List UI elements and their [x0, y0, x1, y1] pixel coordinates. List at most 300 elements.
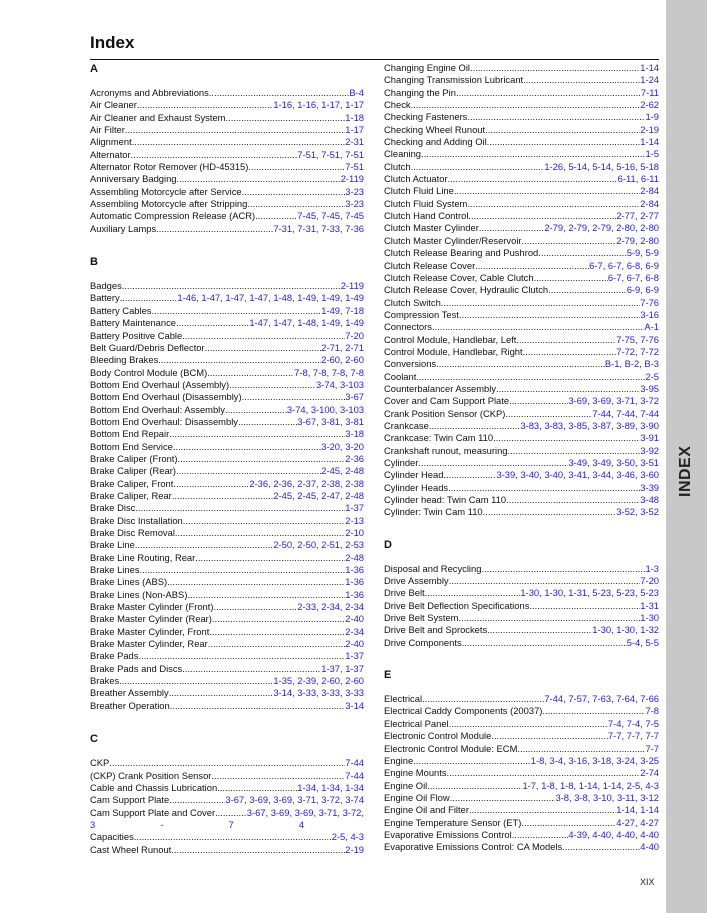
- entry-page-links[interactable]: 1-14, 1-14: [616, 804, 659, 816]
- entry-term: Alternator Rotor Remover (HD-45315): [90, 161, 249, 173]
- entry-term: Check: [384, 99, 411, 111]
- entry-term: Engine Oil: [384, 779, 428, 791]
- dot-leader: [176, 465, 321, 477]
- dot-leader: [209, 87, 350, 99]
- entry-page-links[interactable]: 3-67, 3-69, 3-69, 3-71, 3-72,: [246, 806, 364, 818]
- index-entry: [384, 755, 659, 767]
- entry-page-links[interactable]: 2-19: [345, 843, 364, 855]
- index-entry: [90, 527, 364, 539]
- entry-page-links[interactable]: 2-119: [340, 280, 364, 292]
- page-title: Index: [90, 33, 135, 52]
- dot-leader: [421, 148, 645, 160]
- entry-page-links[interactable]: 2-36, 2-36, 2-37, 2-38, 2-38: [249, 477, 364, 489]
- dot-leader: [448, 173, 618, 185]
- index-entry: [90, 782, 364, 794]
- entry-term: Body Control Module (BCM): [90, 366, 208, 378]
- entry-page-links[interactable]: 7-31, 7-31, 7-33, 7-36: [273, 222, 364, 234]
- entry-term: Breather Assembly: [90, 687, 169, 699]
- entry-page-links[interactable]: 2-13: [345, 514, 364, 526]
- entry-page-links[interactable]: 2-119: [340, 173, 364, 185]
- entry-page-links[interactable]: 3-14: [345, 699, 364, 711]
- entry-page-links[interactable]: 3-39: [640, 481, 659, 493]
- entry-term: Connectors: [384, 321, 432, 333]
- entry-term: Bottom End Repair: [90, 428, 170, 440]
- entry-page-links[interactable]: 2-84: [640, 185, 659, 197]
- index-entry: [90, 99, 364, 111]
- entry-page-links[interactable]: 6-9, 6-9: [626, 284, 659, 296]
- entry-term: Battery Positive Cable: [90, 329, 183, 341]
- entry-term: Brake Caliper, Rear: [90, 489, 172, 501]
- entry-page-links[interactable]: 3-67, 3-69, 3-69, 3-71, 3-72, 3-74: [225, 794, 364, 806]
- entry-term: Air Cleaner and Exhaust System: [90, 111, 226, 123]
- index-entry: [384, 829, 659, 841]
- index-entry: [384, 743, 659, 755]
- index-entry: [90, 613, 364, 625]
- entry-page-links[interactable]: 3-18: [345, 428, 364, 440]
- index-entry: [90, 124, 364, 136]
- dot-leader: [506, 494, 640, 506]
- entry-page-links[interactable]: 1-47, 1-47, 1-48, 1-49, 1-49: [249, 317, 364, 329]
- entry-term: Automatic Compression Release (ACR): [90, 210, 256, 222]
- entry-term: Clutch Release Cover: [384, 259, 476, 271]
- index-entry: [384, 730, 659, 742]
- entry-page-links[interactable]: 1-24: [640, 74, 659, 86]
- entry-term: Clutch: [384, 160, 411, 172]
- entry-page-links[interactable]: 1-30: [640, 612, 659, 624]
- entry-page-links[interactable]: 2-36: [345, 452, 364, 464]
- entry-page-links[interactable]: 1-8, 3-4, 3-16, 3-18, 3-24, 3-25: [530, 754, 659, 766]
- entry-page-links[interactable]: 1-36: [345, 576, 364, 588]
- entry-page-links[interactable]: 1-9: [645, 111, 659, 123]
- index-entry: [384, 395, 659, 407]
- entry-page-links[interactable]: 3-92: [640, 444, 659, 456]
- entry-term: Battery Cables: [90, 304, 152, 316]
- entry-page-links[interactable]: 2-5: [645, 370, 659, 382]
- dot-leader: [450, 792, 556, 804]
- index-entry: [384, 284, 659, 296]
- dot-leader: [195, 552, 345, 564]
- entry-page-links[interactable]: 3-69, 3-69, 3-71, 3-72: [568, 395, 659, 407]
- dot-leader: [459, 612, 641, 624]
- dot-leader: [529, 600, 640, 612]
- index-entry: [90, 342, 364, 354]
- entry-page-links[interactable]: 7-44, 7-57, 7-63, 7-64, 7-66: [544, 693, 659, 705]
- entry-term: Brake Lines (ABS): [90, 576, 168, 588]
- entry-page-links[interactable]: 7-20: [345, 329, 364, 341]
- dot-leader: [217, 782, 297, 794]
- entry-page-links[interactable]: 7-7, 7-7, 7-7: [607, 730, 659, 742]
- entry-page-links[interactable]: 7-44: [345, 757, 364, 769]
- index-entry: [384, 321, 659, 333]
- entry-page-links[interactable]: 7-45, 7-45, 7-45: [297, 210, 364, 222]
- dot-leader: [481, 563, 645, 575]
- entry-page-links[interactable]: 1-36: [345, 564, 364, 576]
- entry-page-links[interactable]: 3-39, 3-40, 3-40, 3-41, 3-44, 3-46, 3-60: [496, 469, 659, 481]
- entry-page-links[interactable]: 1-16, 1-16, 1-17, 1-17: [273, 99, 364, 111]
- dot-leader: [462, 637, 627, 649]
- index-entry: [384, 136, 659, 148]
- index-entry: [90, 292, 364, 304]
- entry-page-links[interactable]: B-4: [349, 87, 364, 98]
- entry-term: Crank Position Sensor (CKP): [384, 407, 506, 419]
- entry-page-links[interactable]: 2-45, 2-48: [321, 465, 364, 477]
- index-entry: [384, 371, 659, 383]
- entry-term: Cam Support Plate: [90, 794, 170, 806]
- entry-term: Clutch Release Cover, Hydraulic Clutch: [384, 284, 549, 296]
- entry-page-links[interactable]: 7-11: [640, 86, 659, 98]
- index-side-tab-label: INDEX: [677, 445, 694, 497]
- index-entry: [90, 552, 364, 564]
- entry-term: Drive Belt System: [384, 612, 459, 624]
- dot-leader: [425, 587, 521, 599]
- entry-term: Drive Belt Deflection Specifications: [384, 599, 530, 611]
- dot-leader: [512, 829, 569, 841]
- entry-page-links[interactable]: 2-62: [640, 99, 659, 111]
- entry-term: Alignment: [90, 136, 132, 148]
- dot-leader: [432, 321, 644, 333]
- entry-page-links[interactable]: 4-40: [640, 841, 659, 853]
- dot-leader: [522, 235, 617, 247]
- entry-page-links[interactable]: 7-75, 7-76: [616, 333, 659, 345]
- index-entry: [384, 62, 659, 74]
- dot-leader: [134, 831, 332, 843]
- entry-page-links[interactable]: 3-8, 3-8, 3-10, 3-11, 3-12: [555, 791, 659, 803]
- entry-term: Brake Disc Installation: [90, 514, 183, 526]
- index-entry: [384, 705, 659, 717]
- index-entry: [90, 223, 364, 235]
- entry-page-links[interactable]: A-1: [644, 321, 659, 333]
- dot-leader: [456, 87, 641, 99]
- dot-leader: [171, 844, 345, 856]
- dot-leader: [238, 416, 297, 428]
- dot-leader: [215, 807, 247, 819]
- entry-page-links[interactable]: 1-37: [345, 502, 364, 514]
- entry-page-links[interactable]: 6-7, 6-7, 6-8, 6-9: [589, 259, 659, 271]
- entry-page-links[interactable]: 7-44: [345, 769, 364, 781]
- index-entry: [90, 700, 364, 712]
- entry-page-links[interactable]: 6-11, 6-11: [617, 173, 659, 185]
- entry-page-links[interactable]: 3-23: [345, 198, 364, 210]
- entry-page-links[interactable]: 2-79, 2-79, 2-79, 2-80, 2-80: [544, 222, 659, 234]
- index-entry: [384, 506, 659, 518]
- entry-page-links[interactable]: 1-36: [345, 588, 364, 600]
- entry-page-links[interactable]: 3-49, 3-49, 3-50, 3-51: [568, 457, 659, 468]
- entry-page-links[interactable]: 2-48: [345, 551, 364, 563]
- entry-page-links[interactable]: 1-30, 1-30, 1-31, 5-23, 5-23, 5-23: [520, 587, 659, 599]
- index-entry: [384, 408, 659, 420]
- index-entry: [90, 757, 364, 769]
- entry-term: Evaporative Emissions Control: [384, 828, 512, 840]
- dot-leader: [448, 482, 640, 494]
- entry-page-links[interactable]: 7-7: [645, 742, 659, 754]
- dot-leader: [441, 297, 640, 309]
- entry-term: Brake Master Cylinder, Front: [90, 625, 210, 637]
- index-entry: [90, 198, 364, 210]
- dot-leader: [169, 794, 225, 806]
- entry-term: Clutch Switch: [384, 296, 441, 308]
- entry-term: Bottom End Overhaul: Disassembly: [90, 415, 238, 427]
- entry-page-links[interactable]: 3-67, 3-81, 3-81: [297, 415, 364, 427]
- index-entry: [90, 638, 364, 650]
- entry-term: Assembling Motorcycle after Stripping: [90, 198, 248, 210]
- index-entry: [90, 305, 364, 317]
- entry-page-links[interactable]: 2-31: [345, 136, 364, 148]
- entry-page-links-continuation[interactable]: [90, 819, 364, 831]
- entry-page-links[interactable]: 3-74, 3-103: [316, 378, 364, 390]
- index-entry: [384, 124, 659, 136]
- dot-leader: [496, 383, 640, 395]
- entry-page-links[interactable]: 2-40: [345, 638, 364, 650]
- entry-page-links[interactable]: 1-34, 1-34, 1-34: [297, 781, 364, 793]
- dot-leader: [429, 420, 521, 432]
- dot-leader: [178, 453, 346, 465]
- dot-leader: [173, 478, 249, 490]
- index-entry: [384, 457, 659, 469]
- entry-page-links[interactable]: 2-60, 2-60: [321, 354, 364, 366]
- entry-page-links[interactable]: 1-46, 1-47, 1-47, 1-47, 1-48, 1-49, 1-49, 1-49: [177, 292, 364, 304]
- entry-page-links[interactable]: 1-49, 7-18: [321, 304, 364, 316]
- entry-page-links[interactable]: 2-74: [640, 767, 659, 779]
- index-entry: [384, 222, 659, 234]
- entry-term: Engine Oil and Filter: [384, 804, 469, 816]
- entry-page-links[interactable]: 2-45, 2-45, 2-47, 2-48: [273, 489, 364, 501]
- index-column-left: [90, 62, 364, 876]
- index-entry: [90, 687, 364, 699]
- dot-leader: [167, 576, 345, 588]
- index-entry: [384, 210, 659, 222]
- index-entry: [384, 148, 659, 160]
- entry-page-links[interactable]: 5-9, 5-9: [626, 247, 659, 259]
- index-entry: [384, 260, 659, 272]
- index-entry: [384, 780, 659, 792]
- dot-leader: [120, 292, 178, 304]
- index-entry: [90, 367, 364, 379]
- index-entry: [90, 453, 364, 465]
- dot-leader: [413, 755, 531, 767]
- entry-page-links[interactable]: 1-35, 2-39, 2-60, 2-60: [273, 675, 364, 687]
- dot-leader: [225, 112, 345, 124]
- entry-page-links[interactable]: 1-26, 5-14, 5-14, 5-16, 5-18: [544, 160, 659, 172]
- entry-term: Cylinder Heads: [384, 481, 449, 493]
- entry-page-links[interactable]: 1-37, 1-37: [321, 662, 364, 674]
- entry-page-links[interactable]: 2-19: [640, 123, 659, 135]
- entry-page-links[interactable]: 3-48: [640, 494, 659, 506]
- index-entry: [90, 663, 364, 675]
- index-entry: [384, 637, 659, 649]
- dot-leader: [475, 260, 589, 272]
- dot-leader: [135, 539, 273, 551]
- entry-page-links[interactable]: 2-33, 2-34, 2-34: [297, 601, 364, 613]
- entry-page-links[interactable]: 6-7, 6-7, 6-8: [607, 271, 659, 283]
- entry-term: Conversions: [384, 358, 437, 370]
- dot-leader: [487, 136, 641, 148]
- section-letter-heading: D: [384, 538, 392, 551]
- entry-page-links[interactable]: 7-51: [345, 161, 364, 173]
- section-letter-heading: A: [90, 63, 98, 75]
- entry-page-links[interactable]: 1-3: [645, 562, 659, 574]
- dot-leader: [487, 624, 592, 636]
- entry-term: Brake Line Routing, Rear: [90, 551, 196, 563]
- dot-leader: [182, 330, 345, 342]
- dot-leader: [534, 272, 608, 284]
- dot-leader: [483, 506, 617, 518]
- dot-leader: [242, 391, 346, 403]
- entry-term: Checking and Adding Oil: [384, 136, 487, 148]
- entry-term: Brake Disc: [90, 502, 136, 514]
- entry-page-links[interactable]: 3-91: [640, 432, 659, 444]
- dot-leader: [485, 124, 640, 136]
- entry-term: Breather Operation: [90, 699, 170, 711]
- entry-page-links[interactable]: 7-20: [640, 575, 659, 587]
- entry-page-links[interactable]: 3-14, 3-33, 3-33, 3-33: [273, 687, 364, 699]
- dot-leader: [138, 650, 345, 662]
- entry-term: Cylinder: [384, 457, 419, 468]
- dot-leader: [447, 767, 641, 779]
- entry-term: (CKP) Crank Position Sensor: [90, 769, 212, 781]
- index-entry: [90, 515, 364, 527]
- index-section-a: [90, 62, 364, 235]
- index-entry: [90, 317, 364, 329]
- dot-leader: [156, 223, 273, 235]
- index-entry: [384, 74, 659, 86]
- section-letter-heading: B: [90, 256, 98, 269]
- dot-leader: [183, 515, 345, 527]
- entry-page-links[interactable]: 3-95: [640, 382, 659, 394]
- entry-page-links[interactable]: 2-77, 2-77: [616, 210, 659, 222]
- dot-leader: [422, 693, 544, 705]
- entry-page-links[interactable]: 1-14: [640, 62, 659, 73]
- entry-page-links[interactable]: 7-51, 7-51, 7-51: [297, 148, 364, 160]
- dot-leader: [158, 354, 321, 366]
- dot-leader: [411, 161, 545, 173]
- entry-page-links[interactable]: 7-8, 7-8, 7-8, 7-8: [294, 366, 364, 378]
- entry-page-links[interactable]: 2-84: [640, 197, 659, 209]
- entry-page-links[interactable]: 1-17: [345, 124, 364, 136]
- entry-page-links[interactable]: 1-37: [345, 650, 364, 662]
- dot-leader: [562, 841, 640, 853]
- entry-page-links[interactable]: 3-52, 3-52: [616, 506, 659, 518]
- dot-leader: [209, 626, 345, 638]
- entry-page-links[interactable]: 3-67: [345, 391, 364, 403]
- entry-term: Bleeding Brakes: [90, 354, 159, 366]
- entry-term: Cable and Chassis Lubrication: [90, 781, 218, 793]
- index-entry: [90, 465, 364, 477]
- entry-term: Clutch Hand Control: [384, 210, 469, 222]
- index-entry: [384, 482, 659, 494]
- index-column-right: [384, 62, 659, 873]
- entry-term: Brake Disc Removal: [90, 527, 175, 538]
- entry-term: Crankcase: Twin Cam 110: [384, 432, 494, 444]
- dot-leader: [131, 149, 298, 161]
- entry-page-links[interactable]: 1-14: [640, 136, 659, 148]
- index-section-b: [90, 255, 364, 712]
- entry-page-links[interactable]: 2-50, 2-50, 2-51, 2-53: [273, 539, 364, 551]
- entry-page-links[interactable]: 4-27, 4-27: [616, 816, 659, 828]
- entry-page-links[interactable]: 2-34: [345, 625, 364, 637]
- dot-leader: [493, 432, 640, 444]
- entry-page-links[interactable]: 7-44, 7-44, 7-44: [592, 407, 659, 419]
- entry-term: Acronyms and Abbreviations: [90, 87, 209, 98]
- entry-page-links[interactable]: 2-40: [345, 613, 364, 625]
- entry-page-links[interactable]: 1-31: [640, 599, 659, 611]
- index-entry: [90, 391, 364, 403]
- index-entry: [384, 767, 659, 779]
- entry-page-links[interactable]: 1-7, 1-8, 1-8, 1-14, 1-14, 2-5, 4-3: [522, 779, 659, 791]
- entry-term: Crankcase: [384, 419, 429, 431]
- entry-page-links[interactable]: 3-20, 3-20: [321, 440, 364, 452]
- entry-page-links[interactable]: 3-83, 3-83, 3-85, 3-87, 3-89, 3-90: [520, 419, 659, 431]
- entry-page-links[interactable]: 1-5: [645, 148, 659, 160]
- entry-page-links[interactable]: 2-79, 2-80: [616, 234, 659, 246]
- index-section-continued: [384, 62, 659, 519]
- entry-term: Drive Belt: [384, 587, 425, 599]
- index-entry: [90, 490, 364, 502]
- entry-page-links[interactable]: 7-4, 7-4, 7-5: [607, 717, 659, 729]
- index-entry: [90, 112, 364, 124]
- index-entry: [384, 309, 659, 321]
- entry-term: Disposal and Recycling: [384, 562, 482, 574]
- dot-leader: [177, 173, 341, 185]
- continuation-fragment: 4: [298, 818, 304, 830]
- dot-leader: [517, 743, 645, 755]
- entry-term: Clutch Master Cylinder/Reservoir: [384, 234, 522, 246]
- index-entry: [384, 235, 659, 247]
- entry-page-links[interactable]: 1-30, 1-30, 1-32: [592, 624, 659, 636]
- dot-leader: [187, 589, 345, 601]
- index-entry: [384, 445, 659, 457]
- entry-page-links[interactable]: 7-8: [645, 705, 659, 717]
- entry-page-links[interactable]: 3-74, 3-100, 3-103: [286, 403, 364, 415]
- entry-page-links[interactable]: B-1, B-2, B-3: [604, 358, 659, 370]
- entry-page-links[interactable]: 4-39, 4-40, 4-40, 4-40: [568, 828, 659, 840]
- entry-term: Brake Caliper, Front: [90, 477, 174, 489]
- entry-term: Coolant: [384, 370, 417, 382]
- dot-leader: [173, 441, 321, 453]
- dot-leader: [467, 198, 640, 210]
- section-letter-heading: E: [384, 669, 392, 682]
- index-entry: [90, 589, 364, 601]
- entry-page-links[interactable]: 2-71, 2-71: [321, 341, 364, 353]
- dot-leader: [212, 613, 345, 625]
- entry-term: Counterbalancer Assembly: [384, 382, 497, 394]
- dot-leader: [416, 371, 645, 383]
- entry-term: Anniversary Badging: [90, 173, 177, 185]
- index-entry: [90, 794, 364, 806]
- entry-term: Bottom End Overhaul (Assembly): [90, 378, 230, 390]
- index-entry: [90, 161, 364, 173]
- dot-leader: [469, 804, 616, 816]
- index-entry: [90, 379, 364, 391]
- dot-leader: [225, 404, 287, 416]
- entry-page-links[interactable]: 7-72, 7-72: [616, 345, 659, 357]
- entry-page-links[interactable]: 2-5, 4-3: [331, 831, 364, 843]
- entry-page-links[interactable]: 1-18: [345, 111, 364, 123]
- entry-term: Cover and Cam Support Plate: [384, 395, 510, 407]
- dot-leader: [169, 687, 274, 699]
- dot-leader: [443, 469, 496, 481]
- entry-page-links[interactable]: 3-16: [640, 308, 659, 320]
- entry-term: CKP: [90, 757, 110, 769]
- index-entry: [90, 428, 364, 440]
- entry-page-links[interactable]: 3-23: [345, 185, 364, 197]
- entry-page-links[interactable]: 2-10: [345, 527, 364, 538]
- dot-leader: [109, 757, 345, 769]
- entry-term: Clutch Fluid System: [384, 197, 468, 209]
- entry-page-links[interactable]: 7-76: [640, 296, 659, 308]
- entry-term: Electrical Panel: [384, 717, 449, 729]
- entry-page-links[interactable]: 5-4, 5-5: [626, 636, 659, 648]
- dot-leader: [169, 428, 345, 440]
